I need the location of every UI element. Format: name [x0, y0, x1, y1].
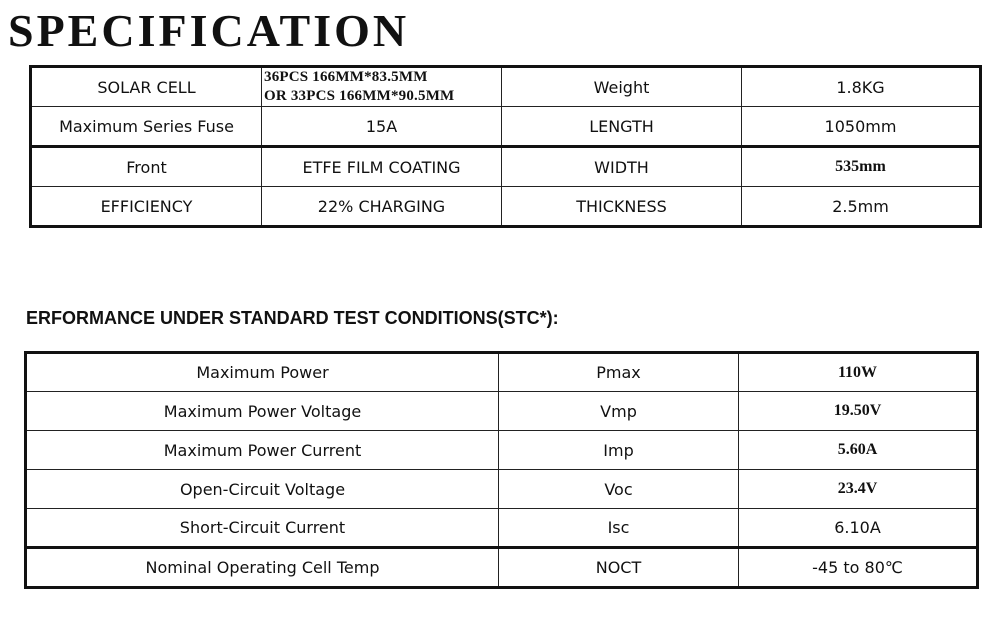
parameter-symbol: Pmax: [499, 353, 739, 392]
parameter-symbol: Vmp: [499, 392, 739, 431]
table-row: [26, 470, 978, 509]
parameter-symbol: Imp: [499, 431, 739, 470]
spec-value: 22% CHARGING: [262, 187, 502, 227]
spec-value: 1050mm: [742, 107, 981, 147]
parameter-name: Maximum Power Voltage: [26, 392, 499, 431]
spec-value: ETFE FILM COATING: [262, 147, 502, 187]
parameter-name: Short-Circuit Current: [26, 509, 499, 548]
parameter-value: -45 to 80℃: [739, 548, 978, 588]
parameter-value: 6.10A: [739, 509, 978, 548]
spec-value-line: OR 33PCS 166MM*90.5MM: [264, 88, 455, 104]
parameter-symbol: NOCT: [499, 548, 739, 588]
spec-value: 535mm: [742, 147, 981, 187]
table-row: [31, 67, 981, 107]
table-row: [26, 392, 978, 431]
spec-label: WIDTH: [502, 147, 742, 187]
spec-label: Weight: [502, 67, 742, 107]
table-row: [31, 187, 981, 227]
spec-value: 1.8KG: [742, 67, 981, 107]
spec-label: SOLAR CELL: [31, 67, 262, 107]
parameter-name: Nominal Operating Cell Temp: [26, 548, 499, 588]
spec-label: Maximum Series Fuse: [31, 107, 262, 147]
parameter-name: Maximum Power Current: [26, 431, 499, 470]
page-title: SPECIFICATION: [8, 5, 410, 56]
table-row: [31, 147, 981, 187]
spec-label: THICKNESS: [502, 187, 742, 227]
performance-heading: ERFORMANCE UNDER STANDARD TEST CONDITIONS(STC*):: [26, 308, 559, 328]
spec-value: [262, 67, 502, 107]
spec-label: EFFICIENCY: [31, 187, 262, 227]
spec-value: 2.5mm: [742, 187, 981, 227]
parameter-symbol: Isc: [499, 509, 739, 548]
table-row: [26, 353, 978, 392]
parameter-value: 5.60A: [739, 431, 978, 470]
specification-table: [29, 65, 982, 228]
spec-label: Front: [31, 147, 262, 187]
parameter-value: 23.4V: [739, 470, 978, 509]
table-row: [26, 548, 978, 588]
parameter-value: 110W: [739, 353, 978, 392]
performance-table: [24, 351, 979, 589]
spec-label: LENGTH: [502, 107, 742, 147]
table-row: [26, 431, 978, 470]
spec-value: 15A: [262, 107, 502, 147]
table-row: [31, 107, 981, 147]
parameter-name: Maximum Power: [26, 353, 499, 392]
parameter-value: 19.50V: [739, 392, 978, 431]
parameter-name: Open-Circuit Voltage: [26, 470, 499, 509]
spec-value-line: 36PCS 166MM*83.5MM: [264, 69, 428, 85]
table-row: [26, 509, 978, 548]
parameter-symbol: Voc: [499, 470, 739, 509]
